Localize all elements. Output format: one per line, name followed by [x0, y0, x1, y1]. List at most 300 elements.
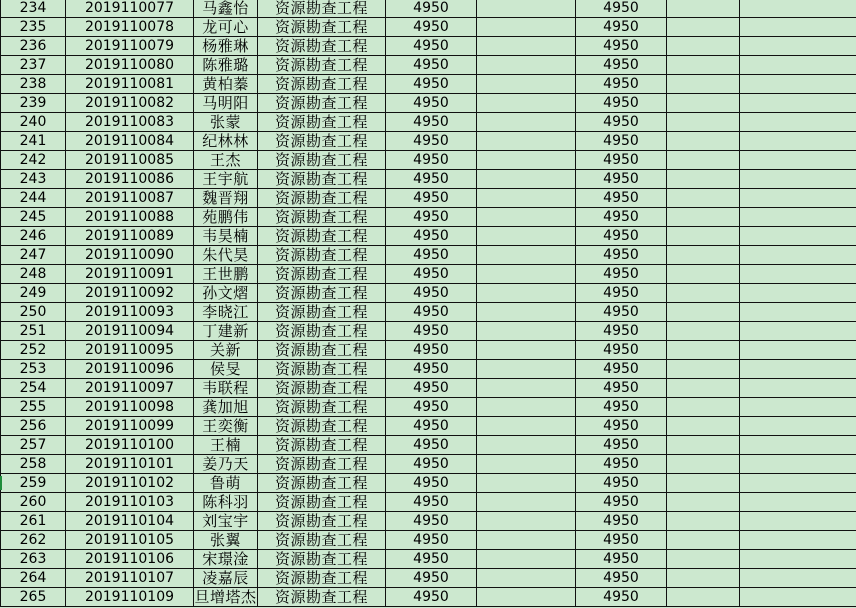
- cell-empty[interactable]: [477, 75, 576, 94]
- cell-major[interactable]: 资源勘查工程: [258, 341, 386, 360]
- cell-amount-1[interactable]: 4950: [386, 341, 477, 360]
- cell-name[interactable]: 丁建新: [194, 322, 258, 341]
- cell-empty[interactable]: [740, 208, 856, 227]
- cell-empty[interactable]: [740, 550, 856, 569]
- cell-name[interactable]: 朱代昊: [194, 246, 258, 265]
- cell-name[interactable]: 杨雅琳: [194, 37, 258, 56]
- cell-empty[interactable]: [477, 379, 576, 398]
- cell-student-id[interactable]: 2019110084: [66, 132, 194, 151]
- cell-student-id[interactable]: 2019110080: [66, 56, 194, 75]
- cell-seq[interactable]: 240: [1, 113, 66, 132]
- table-row: [1, 436, 856, 455]
- cell-empty[interactable]: [477, 227, 576, 246]
- cell-major[interactable]: 资源勘查工程: [258, 170, 386, 189]
- cell-student-id[interactable]: 2019110093: [66, 303, 194, 322]
- cell-empty[interactable]: [740, 322, 856, 341]
- cell-major[interactable]: 资源勘查工程: [258, 37, 386, 56]
- cell-empty[interactable]: [740, 455, 856, 474]
- cell-seq[interactable]: 239: [1, 94, 66, 113]
- cell-major[interactable]: 资源勘查工程: [258, 132, 386, 151]
- cell-amount-1[interactable]: 4950: [386, 417, 477, 436]
- cell-empty[interactable]: [477, 417, 576, 436]
- cell-seq[interactable]: 260: [1, 493, 66, 512]
- cell-amount-2[interactable]: 4950: [576, 208, 667, 227]
- cell-seq[interactable]: 253: [1, 360, 66, 379]
- cell-name[interactable]: 陈雅璐: [194, 56, 258, 75]
- cell-name[interactable]: 王宇航: [194, 170, 258, 189]
- cell-amount-1[interactable]: 4950: [386, 151, 477, 170]
- cell-name[interactable]: 纪林林: [194, 132, 258, 151]
- cell-name[interactable]: 刘宝宇: [194, 512, 258, 531]
- cell-empty[interactable]: [740, 94, 856, 113]
- cell-amount-2[interactable]: 4950: [576, 151, 667, 170]
- cell-name[interactable]: 张蒙: [194, 113, 258, 132]
- cell-major[interactable]: 资源勘查工程: [258, 303, 386, 322]
- cell-empty[interactable]: [667, 18, 740, 37]
- cell-seq[interactable]: 255: [1, 398, 66, 417]
- cell-empty[interactable]: [667, 455, 740, 474]
- cell-amount-1[interactable]: 4950: [386, 227, 477, 246]
- cell-amount-2[interactable]: 4950: [576, 265, 667, 284]
- cell-empty[interactable]: [740, 417, 856, 436]
- cell-empty[interactable]: [667, 227, 740, 246]
- cell-seq[interactable]: 235: [1, 18, 66, 37]
- cell-student-id[interactable]: 2019110090: [66, 246, 194, 265]
- cell-empty[interactable]: [477, 588, 576, 607]
- cell-major[interactable]: 资源勘查工程: [258, 0, 386, 18]
- cell-amount-1[interactable]: 4950: [386, 284, 477, 303]
- table-row: [1, 341, 856, 360]
- cell-amount-1[interactable]: 4950: [386, 132, 477, 151]
- cell-empty[interactable]: [667, 493, 740, 512]
- cell-empty[interactable]: [667, 170, 740, 189]
- cell-empty[interactable]: [740, 151, 856, 170]
- cell-name[interactable]: 陈科羽: [194, 493, 258, 512]
- cell-name[interactable]: 姜乃天: [194, 455, 258, 474]
- cell-amount-2[interactable]: 4950: [576, 569, 667, 588]
- cell-student-id[interactable]: 2019110109: [66, 588, 194, 607]
- table-row: [1, 474, 856, 493]
- cell-empty[interactable]: [740, 18, 856, 37]
- cell-empty[interactable]: [477, 170, 576, 189]
- cell-seq[interactable]: 245: [1, 208, 66, 227]
- cell-major[interactable]: 资源勘查工程: [258, 550, 386, 569]
- cell-student-id[interactable]: 2019110096: [66, 360, 194, 379]
- cell-amount-2[interactable]: 4950: [576, 379, 667, 398]
- cell-amount-1[interactable]: 4950: [386, 75, 477, 94]
- cell-amount-1[interactable]: 4950: [386, 588, 477, 607]
- cell-empty[interactable]: [477, 569, 576, 588]
- cell-empty[interactable]: [667, 56, 740, 75]
- cell-major[interactable]: 资源勘查工程: [258, 398, 386, 417]
- cell-seq[interactable]: 247: [1, 246, 66, 265]
- cell-seq[interactable]: 249: [1, 284, 66, 303]
- cell-seq[interactable]: 251: [1, 322, 66, 341]
- cell-seq[interactable]: 257: [1, 436, 66, 455]
- cell-amount-2[interactable]: 4950: [576, 189, 667, 208]
- cell-name[interactable]: 侯旻: [194, 360, 258, 379]
- cell-name[interactable]: 苑鹏伟: [194, 208, 258, 227]
- cell-student-id[interactable]: 2019110085: [66, 151, 194, 170]
- cell-seq[interactable]: 242: [1, 151, 66, 170]
- cell-seq[interactable]: 254: [1, 379, 66, 398]
- cell-amount-1[interactable]: 4950: [386, 189, 477, 208]
- cell-seq[interactable]: 238: [1, 75, 66, 94]
- cell-amount-2[interactable]: 4950: [576, 132, 667, 151]
- cell-empty[interactable]: [740, 56, 856, 75]
- cell-name[interactable]: 马鑫怡: [194, 0, 258, 18]
- cell-student-id[interactable]: 2019110091: [66, 265, 194, 284]
- table-row: [1, 398, 856, 417]
- table-row: [1, 569, 856, 588]
- cell-empty[interactable]: [740, 398, 856, 417]
- cell-amount-2[interactable]: 4950: [576, 493, 667, 512]
- cell-empty[interactable]: [740, 569, 856, 588]
- cell-major[interactable]: 资源勘查工程: [258, 493, 386, 512]
- cell-name[interactable]: 王杰: [194, 151, 258, 170]
- cell-seq[interactable]: 248: [1, 265, 66, 284]
- cell-student-id[interactable]: 2019110100: [66, 436, 194, 455]
- cell-student-id[interactable]: 2019110077: [66, 0, 194, 18]
- cell-amount-2[interactable]: 4950: [576, 94, 667, 113]
- cell-student-id[interactable]: 2019110103: [66, 493, 194, 512]
- cell-student-id[interactable]: 2019110082: [66, 94, 194, 113]
- cell-empty[interactable]: [740, 113, 856, 132]
- cell-seq[interactable]: 264: [1, 569, 66, 588]
- cell-student-id[interactable]: 2019110099: [66, 417, 194, 436]
- cell-amount-1[interactable]: 4950: [386, 208, 477, 227]
- cell-amount-2[interactable]: 4950: [576, 0, 667, 18]
- cell-name[interactable]: 黄柏蓁: [194, 75, 258, 94]
- cell-empty[interactable]: [477, 151, 576, 170]
- cell-seq[interactable]: 252: [1, 341, 66, 360]
- cell-empty[interactable]: [667, 322, 740, 341]
- cell-major[interactable]: 资源勘查工程: [258, 531, 386, 550]
- cell-empty[interactable]: [740, 436, 856, 455]
- cell-student-id[interactable]: 2019110102: [66, 474, 194, 493]
- cell-student-id[interactable]: 2019110078: [66, 18, 194, 37]
- cell-empty[interactable]: [667, 284, 740, 303]
- cell-amount-1[interactable]: 4950: [386, 493, 477, 512]
- cell-empty[interactable]: [477, 189, 576, 208]
- cell-empty[interactable]: [477, 512, 576, 531]
- cell-empty[interactable]: [740, 75, 856, 94]
- cell-empty[interactable]: [740, 493, 856, 512]
- cell-empty[interactable]: [667, 360, 740, 379]
- cell-student-id[interactable]: 2019110106: [66, 550, 194, 569]
- cell-amount-2[interactable]: 4950: [576, 170, 667, 189]
- cell-major[interactable]: 资源勘查工程: [258, 284, 386, 303]
- cell-name[interactable]: 王奕衡: [194, 417, 258, 436]
- cell-empty[interactable]: [740, 379, 856, 398]
- cell-amount-2[interactable]: 4950: [576, 398, 667, 417]
- cell-amount-1[interactable]: 4950: [386, 246, 477, 265]
- cell-name[interactable]: 王楠: [194, 436, 258, 455]
- cell-empty[interactable]: [477, 303, 576, 322]
- cell-seq[interactable]: 256: [1, 417, 66, 436]
- cell-student-id[interactable]: 2019110079: [66, 37, 194, 56]
- cell-amount-2[interactable]: 4950: [576, 588, 667, 607]
- cell-seq[interactable]: 243: [1, 170, 66, 189]
- cell-student-id[interactable]: 2019110095: [66, 341, 194, 360]
- table-row: [1, 94, 856, 113]
- cell-amount-1[interactable]: 4950: [386, 360, 477, 379]
- cell-name[interactable]: 张翼: [194, 531, 258, 550]
- cell-amount-1[interactable]: 4950: [386, 113, 477, 132]
- cell-seq[interactable]: 244: [1, 189, 66, 208]
- cell-student-id[interactable]: 2019110107: [66, 569, 194, 588]
- cell-amount-1[interactable]: 4950: [386, 18, 477, 37]
- cell-name[interactable]: 旦增塔杰: [194, 588, 257, 606]
- cell-name[interactable]: 孙文熠: [194, 284, 258, 303]
- cell-amount-2[interactable]: 4950: [576, 246, 667, 265]
- cell-student-id[interactable]: 2019110094: [66, 322, 194, 341]
- cell-empty[interactable]: [477, 113, 576, 132]
- table-row: [1, 417, 856, 436]
- cell-empty[interactable]: [667, 436, 740, 455]
- cell-empty[interactable]: [477, 37, 576, 56]
- cell-amount-1[interactable]: 4950: [386, 0, 477, 18]
- cell-empty[interactable]: [477, 493, 576, 512]
- cell-major[interactable]: 资源勘查工程: [258, 246, 386, 265]
- cell-student-id[interactable]: 2019110088: [66, 208, 194, 227]
- cell-empty[interactable]: [477, 265, 576, 284]
- cell-empty[interactable]: [740, 132, 856, 151]
- cell-empty[interactable]: [740, 588, 856, 607]
- cell-amount-2[interactable]: 4950: [576, 417, 667, 436]
- cell-empty[interactable]: [667, 189, 740, 208]
- cell-empty[interactable]: [667, 94, 740, 113]
- cell-amount-2[interactable]: 4950: [576, 436, 667, 455]
- cell-major[interactable]: 资源勘查工程: [258, 512, 386, 531]
- cell-empty[interactable]: [477, 474, 576, 493]
- cell-amount-2[interactable]: 4950: [576, 455, 667, 474]
- cell-major[interactable]: 资源勘查工程: [258, 208, 386, 227]
- cell-student-id[interactable]: 2019110105: [66, 531, 194, 550]
- cell-amount-2[interactable]: 4950: [576, 322, 667, 341]
- cell-empty[interactable]: [667, 303, 740, 322]
- cell-student-id[interactable]: 2019110081: [66, 75, 194, 94]
- cell-major[interactable]: 资源勘查工程: [258, 151, 386, 170]
- cell-seq[interactable]: 263: [1, 550, 66, 569]
- cell-name[interactable]: 韦联程: [194, 379, 258, 398]
- cell-empty[interactable]: [477, 550, 576, 569]
- cell-seq[interactable]: 241: [1, 132, 66, 151]
- cell-empty[interactable]: [477, 208, 576, 227]
- cell-amount-2[interactable]: 4950: [576, 303, 667, 322]
- cell-name[interactable]: 关新: [194, 341, 258, 360]
- cell-empty[interactable]: [740, 227, 856, 246]
- cell-amount-1[interactable]: 4950: [386, 303, 477, 322]
- cell-empty[interactable]: [740, 360, 856, 379]
- cell-name[interactable]: 李晓江: [194, 303, 258, 322]
- cell-name[interactable]: 宋璟淦: [194, 550, 258, 569]
- cell-student-id[interactable]: 2019110092: [66, 284, 194, 303]
- cell-major[interactable]: 资源勘查工程: [258, 75, 386, 94]
- table-row: [1, 588, 856, 607]
- cell-major[interactable]: 资源勘查工程: [258, 18, 386, 37]
- cell-amount-1[interactable]: 4950: [386, 94, 477, 113]
- cell-seq[interactable]: 262: [1, 531, 66, 550]
- cell-empty[interactable]: [667, 512, 740, 531]
- cell-amount-2[interactable]: 4950: [576, 37, 667, 56]
- cell-name[interactable]: 王世鹏: [194, 265, 258, 284]
- cell-empty[interactable]: [667, 246, 740, 265]
- cell-amount-1[interactable]: 4950: [386, 550, 477, 569]
- cell-empty[interactable]: [667, 0, 740, 18]
- cell-empty[interactable]: [477, 18, 576, 37]
- cell-empty[interactable]: [667, 417, 740, 436]
- cell-major[interactable]: 资源勘查工程: [258, 265, 386, 284]
- cell-empty[interactable]: [667, 398, 740, 417]
- cell-amount-2[interactable]: 4950: [576, 75, 667, 94]
- cell-empty[interactable]: [740, 512, 856, 531]
- cell-student-id[interactable]: 2019110087: [66, 189, 194, 208]
- cell-student-id[interactable]: 2019110083: [66, 113, 194, 132]
- cell-major[interactable]: 资源勘查工程: [258, 569, 386, 588]
- cell-amount-1[interactable]: 4950: [386, 265, 477, 284]
- cell-amount-1[interactable]: 4950: [386, 170, 477, 189]
- cell-major[interactable]: 资源勘查工程: [258, 588, 386, 607]
- cell-empty[interactable]: [477, 455, 576, 474]
- cell-student-id[interactable]: 2019110086: [66, 170, 194, 189]
- cell-seq[interactable]: 246: [1, 227, 66, 246]
- cell-empty[interactable]: [477, 56, 576, 75]
- cell-empty[interactable]: [667, 265, 740, 284]
- cell-name[interactable]: 凌嘉辰: [194, 569, 258, 588]
- cell-empty[interactable]: [740, 341, 856, 360]
- cell-empty[interactable]: [667, 531, 740, 550]
- cell-name[interactable]: 韦昊楠: [194, 227, 258, 246]
- cell-amount-2[interactable]: 4950: [576, 113, 667, 132]
- cell-amount-1[interactable]: 4950: [386, 455, 477, 474]
- cell-amount-1[interactable]: 4950: [386, 569, 477, 588]
- cell-major[interactable]: 资源勘查工程: [258, 56, 386, 75]
- cell-student-id[interactable]: 2019110098: [66, 398, 194, 417]
- cell-name[interactable]: 马明阳: [194, 94, 258, 113]
- cell-empty[interactable]: [667, 550, 740, 569]
- cell-empty[interactable]: [477, 436, 576, 455]
- cell-amount-1[interactable]: 4950: [386, 398, 477, 417]
- cell-major[interactable]: 资源勘查工程: [258, 360, 386, 379]
- cell-seq[interactable]: 250: [1, 303, 66, 322]
- cell-empty[interactable]: [667, 341, 740, 360]
- cell-major[interactable]: 资源勘查工程: [258, 94, 386, 113]
- cell-amount-1[interactable]: 4950: [386, 322, 477, 341]
- cell-empty[interactable]: [667, 151, 740, 170]
- cell-seq[interactable]: 236: [1, 37, 66, 56]
- cell-amount-2[interactable]: 4950: [576, 56, 667, 75]
- cell-empty[interactable]: [477, 360, 576, 379]
- cell-empty[interactable]: [667, 37, 740, 56]
- cell-empty[interactable]: [667, 569, 740, 588]
- cell-amount-2[interactable]: 4950: [576, 341, 667, 360]
- cell-empty[interactable]: [667, 132, 740, 151]
- cell-empty[interactable]: [740, 246, 856, 265]
- cell-empty[interactable]: [740, 189, 856, 208]
- table-row: [1, 512, 856, 531]
- cell-amount-2[interactable]: 4950: [576, 512, 667, 531]
- cell-student-id[interactable]: 2019110104: [66, 512, 194, 531]
- cell-seq[interactable]: 261: [1, 512, 66, 531]
- cell-major[interactable]: 资源勘查工程: [258, 227, 386, 246]
- cell-empty[interactable]: [740, 37, 856, 56]
- cell-empty[interactable]: [667, 208, 740, 227]
- cell-name[interactable]: 魏晋翔: [194, 189, 258, 208]
- cell-major[interactable]: 资源勘查工程: [258, 189, 386, 208]
- cell-empty[interactable]: [477, 132, 576, 151]
- table-row: [1, 550, 856, 569]
- cell-empty[interactable]: [477, 284, 576, 303]
- cell-amount-2[interactable]: 4950: [576, 474, 667, 493]
- cell-empty[interactable]: [667, 75, 740, 94]
- cell-amount-1[interactable]: 4950: [386, 531, 477, 550]
- cell-empty[interactable]: [477, 94, 576, 113]
- cell-amount-2[interactable]: 4950: [576, 360, 667, 379]
- cell-amount-2[interactable]: 4950: [576, 531, 667, 550]
- cell-empty[interactable]: [477, 398, 576, 417]
- cell-major[interactable]: 资源勘查工程: [258, 322, 386, 341]
- cell-seq[interactable]: 265: [1, 588, 66, 607]
- cell-name[interactable]: 鲁萌: [194, 474, 258, 493]
- cell-major[interactable]: 资源勘查工程: [258, 436, 386, 455]
- cell-amount-1[interactable]: 4950: [386, 436, 477, 455]
- cell-major[interactable]: 资源勘查工程: [258, 455, 386, 474]
- cell-amount-1[interactable]: 4950: [386, 379, 477, 398]
- cell-empty[interactable]: [477, 341, 576, 360]
- cell-empty[interactable]: [667, 474, 740, 493]
- cell-seq[interactable]: 259: [1, 474, 66, 493]
- cell-major[interactable]: 资源勘查工程: [258, 379, 386, 398]
- cell-name[interactable]: 龚加旭: [194, 398, 258, 417]
- cell-empty[interactable]: [740, 303, 856, 322]
- cell-empty[interactable]: [667, 588, 740, 607]
- cell-amount-1[interactable]: 4950: [386, 512, 477, 531]
- cell-major[interactable]: 资源勘查工程: [258, 113, 386, 132]
- cell-seq[interactable]: 234: [1, 0, 66, 18]
- cell-amount-1[interactable]: 4950: [386, 56, 477, 75]
- cell-major[interactable]: 资源勘查工程: [258, 417, 386, 436]
- cell-student-id[interactable]: 2019110101: [66, 455, 194, 474]
- cell-empty[interactable]: [477, 531, 576, 550]
- cell-student-id[interactable]: 2019110097: [66, 379, 194, 398]
- cell-empty[interactable]: [740, 474, 856, 493]
- cell-empty[interactable]: [477, 0, 576, 18]
- cell-amount-2[interactable]: 4950: [576, 227, 667, 246]
- cell-seq[interactable]: 237: [1, 56, 66, 75]
- cell-amount-1[interactable]: 4950: [386, 474, 477, 493]
- cell-empty[interactable]: [740, 170, 856, 189]
- cell-empty[interactable]: [667, 379, 740, 398]
- table-row: [1, 208, 856, 227]
- cell-amount-1[interactable]: 4950: [386, 37, 477, 56]
- cell-empty[interactable]: [477, 246, 576, 265]
- cell-empty[interactable]: [667, 113, 740, 132]
- cell-major[interactable]: 资源勘查工程: [258, 474, 386, 493]
- cell-empty[interactable]: [740, 265, 856, 284]
- cell-empty[interactable]: [477, 322, 576, 341]
- cell-amount-2[interactable]: 4950: [576, 550, 667, 569]
- cell-seq[interactable]: 258: [1, 455, 66, 474]
- cell-amount-2[interactable]: 4950: [576, 284, 667, 303]
- cell-amount-2[interactable]: 4950: [576, 18, 667, 37]
- cell-empty[interactable]: [740, 284, 856, 303]
- cell-student-id[interactable]: 2019110089: [66, 227, 194, 246]
- cell-empty[interactable]: [740, 531, 856, 550]
- cell-name[interactable]: 龙可心: [194, 18, 258, 37]
- table-body: [1, 0, 856, 607]
- cell-empty[interactable]: [740, 0, 856, 18]
